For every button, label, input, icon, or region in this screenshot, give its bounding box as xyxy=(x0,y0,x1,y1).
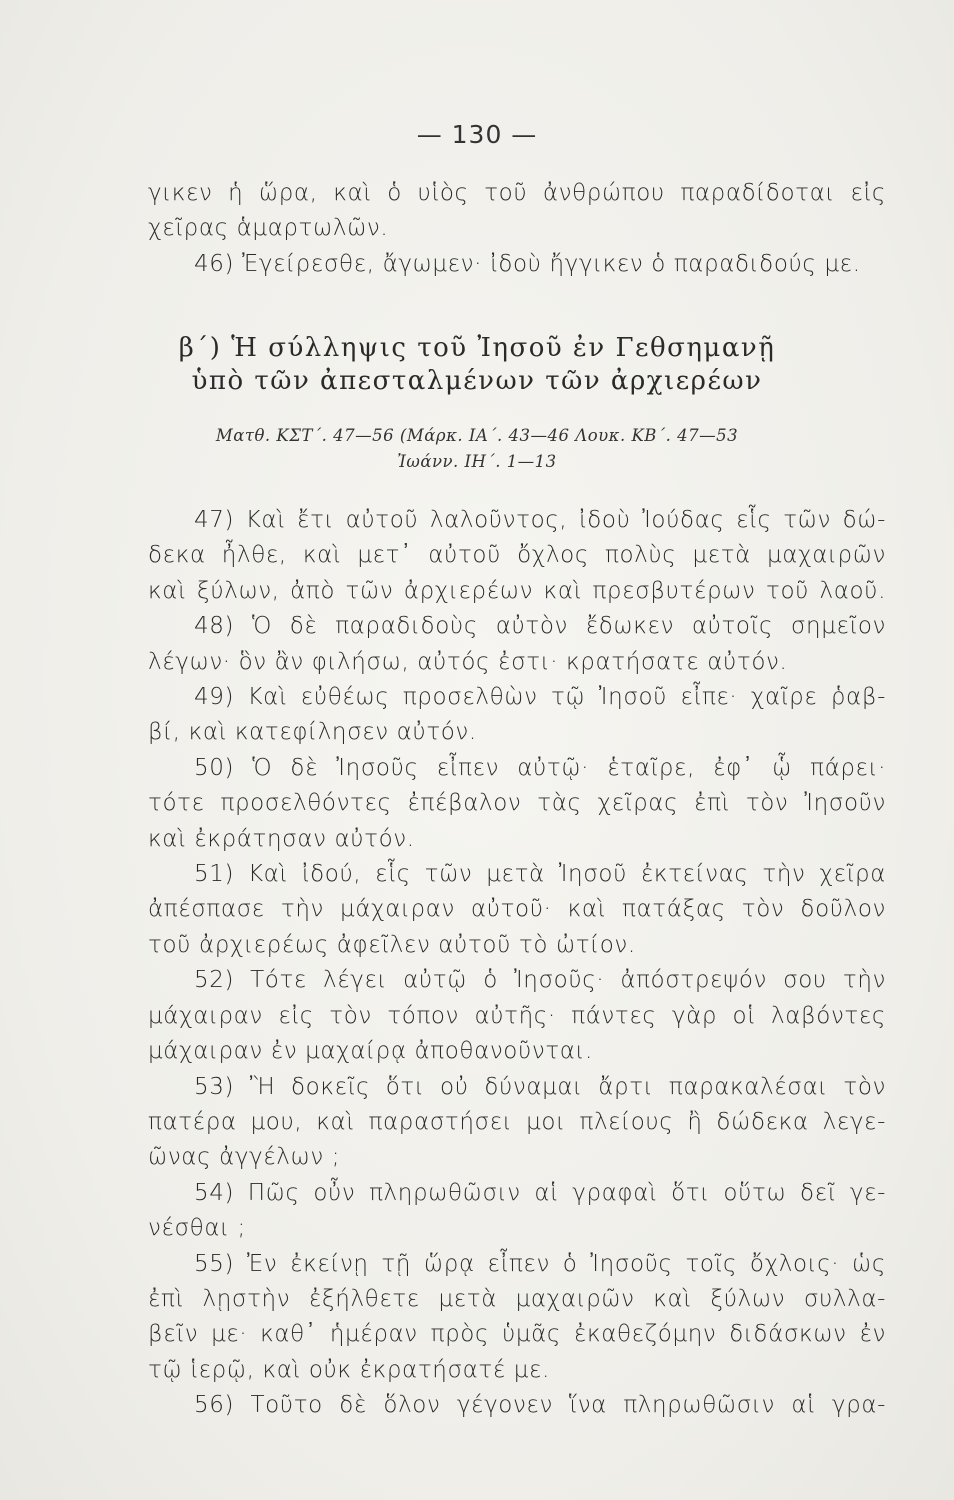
verse-line: 50) Ὁ δὲ Ἰησοῦς εἶπεν αὐτῷ· ἑταῖρε, ἐφ᾽ ᾧ πάρει· xyxy=(194,754,886,781)
text-line: βί, καὶ κατεφίλησεν αὐτόν. xyxy=(148,719,477,746)
verse-line: 48) Ὁ δὲ παραδιδοὺς αὐτὸν ἔδωκεν αὐτοῖς σημεῖον xyxy=(194,613,886,640)
text-line: νέσθαι ; xyxy=(148,1215,246,1242)
text-line: τοῦ ἀρχιερέως ἀφεῖλεν αὐτοῦ τὸ ὠτίον. xyxy=(148,931,636,958)
verse-line: 56) Τοῦτο δὲ ὅλον γέγονεν ἵνα πληρωθῶσιν αἱ γρα- xyxy=(194,1392,886,1419)
intro-text xyxy=(148,176,886,282)
verse-line: 51) Καὶ ἰδού, εἷς τῶν μετὰ Ἰησοῦ ἐκτείνας τὴν χεῖρα xyxy=(194,861,886,888)
text-line: ἐπὶ λῃστὴν ἐξήλθετε μετὰ μαχαιρῶν καὶ ξύλων συλλα- xyxy=(148,1285,886,1312)
text-line: χεῖρας ἁμαρτωλῶν. xyxy=(148,215,389,242)
verses-text xyxy=(148,503,886,1424)
verse-line: 47) Καὶ ἔτι αὐτοῦ λαλοῦντος, ἰδοὺ Ἰούδας εἷς τῶν δώ- xyxy=(194,507,886,533)
section-heading xyxy=(0,332,954,398)
text-line: γικεν ἡ ὥρα, καὶ ὁ υἱὸς τοῦ ἀνθρώπου παραδίδοται εἰς xyxy=(148,180,886,206)
text-line: λέγων· ὃν ἂν φιλήσω, αὐτός ἐστι· κρατήσατε αὐτόν. xyxy=(148,648,788,675)
text-line: δεκα ἦλθε, καὶ μετ᾽ αὐτοῦ ὄχλος πολὺς μετὰ μαχαιρῶν xyxy=(148,542,886,569)
verse-line: 54) Πῶς οὖν πληρωθῶσιν αἱ γραφαὶ ὅτι οὕτω δεῖ γε- xyxy=(194,1179,886,1206)
scripture-references xyxy=(0,423,954,475)
text-line: πατέρα μου, καὶ παραστήσει μοι πλείους ἢ δώδεκα λεγε- xyxy=(148,1108,886,1135)
text-line: μάχαιραν ἐν μαχαίρᾳ ἀποθανοῦνται. xyxy=(148,1038,593,1065)
reference-line: Ματθ. ΚΣΤ΄. 47—56 (Μάρκ. ΙΑ΄. 43—46 Λουκ. ΚΒ΄. 47—53 xyxy=(215,426,739,445)
text-line: τότε προσελθόντες ἐπέβαλον τὰς χεῖρας ἐπὶ τὸν Ἰησοῦν xyxy=(148,790,886,817)
text-line: τῷ ἱερῷ, καὶ οὐκ ἐκρατήσατέ με. xyxy=(148,1356,550,1383)
verse-line: 52) Τότε λέγει αὐτῷ ὁ Ἰησοῦς· ἀπόστρεψόν σου τὴν xyxy=(194,967,886,994)
verse-line: 49) Καὶ εὐθέως προσελθὼν τῷ Ἰησοῦ εἶπε· χαῖρε ῥαβ- xyxy=(194,684,886,711)
text-line: ἀπέσπασε τὴν μάχαιραν αὐτοῦ· καὶ πατάξας τὸν δοῦλον xyxy=(148,896,886,923)
verse-line: 53) Ἢ δοκεῖς ὅτι οὐ δύναμαι ἄρτι παρακαλέσαι τὸν xyxy=(194,1073,886,1100)
verse-line: 46) Ἐγείρεσθε, ἄγωμεν· ἰδοὺ ἤγγικεν ὁ παραδιδούς με. xyxy=(194,250,861,277)
text-line: μάχαιραν εἰς τὸν τόπον αὐτῆς· πάντες γὰρ οἱ λαβόντες xyxy=(148,1002,886,1029)
page-number: — 130 — xyxy=(416,120,538,149)
text-line: βεῖν με· καθ᾽ ἡμέραν πρὸς ὑμᾶς ἐκαθεζόμην διδάσκων ἐν xyxy=(148,1321,886,1348)
text-line: καὶ ξύλων, ἀπὸ τῶν ἀρχιερέων καὶ πρεσβυτέρων τοῦ λαοῦ. xyxy=(148,577,886,604)
text-line: καὶ ἐκράτησαν αὐτόν. xyxy=(148,825,415,852)
verse-line: 55) Ἐν ἐκείνῃ τῇ ὥρᾳ εἶπεν ὁ Ἰησοῦς τοῖς ὄχλοις· ὡς xyxy=(194,1250,886,1277)
reference-line: Ἰωάνν. ΙΗ΄. 1—13 xyxy=(397,452,557,471)
text-line: ῶνας ἀγγέλων ; xyxy=(148,1144,341,1171)
heading-line: β΄) Ἡ σύλληψις τοῦ Ἰησοῦ ἐν Γεθσημανῇ xyxy=(178,333,776,363)
heading-line: ὑπὸ τῶν ἀπεσταλμένων τῶν ἀρχιερέων xyxy=(191,366,763,396)
